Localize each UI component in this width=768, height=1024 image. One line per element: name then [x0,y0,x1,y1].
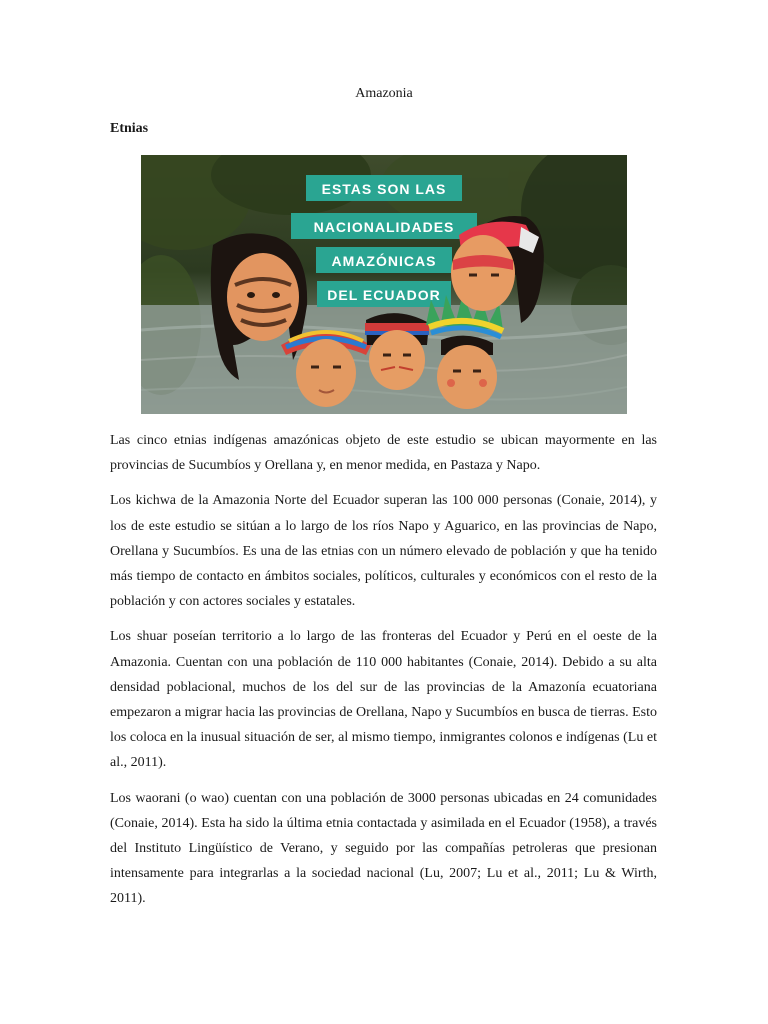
nationalities-banner-image [141,155,627,414]
title-line-3: AMAZÓNICAS [331,253,437,269]
title-line-1: ESTAS SON LAS [321,181,447,197]
paragraph-shuar: Los shuar poseían territorio a lo largo de las fronteras del Ecuador y Perú en el oeste de la Amazonia. Cuentan con una población de 110 000 habitantes (Conaie, 2014). Debido a su alta densidad poblacional, muchos de los del sur de las provincias de la Amazonía ecuatoriana empezaron a migrar hacia las provincias de Orellana, Napo y Sucumbíos en busca de tierras. Esto los coloca en la inusual situación de ser, al mismo tiempo, inmigrantes colonos e indígenas (Lu et al., 2011). [110,629,657,771]
paragraph-kichwa: Los kichwa de la Amazonia Norte del Ecuador superan las 100 000 personas (Conaie, 2014), y los de este estudio se sitúan a lo largo de los ríos Napo y Aguarico, en las provincias de Napo, Orellana y Sucumbíos. Es una de las etnias con un número elevado de población y que ha tenido más tiempo de contacto en ámbitos sociales, políticos, culturales y económicos con el resto de la población y con actores sociales y estatales. [110,493,657,610]
document-title: Amazonia [355,86,413,101]
body-text [110,428,657,922]
paragraph-waorani: Los waorani (o wao) cuentan con una población de 3000 personas ubicadas en 24 comunidades (Conaie, 2014). Esta ha sido la última etnia contactada y asimilada en el Ecuador (1958), a través del Instituto Lingüístico de Verano, y seguido por las compañías petroleras que presionan intensamente para integrarlas a la sociedad nacional (Lu, 2007; Lu et al., 2011; Lu & Wirth, 2011). [110,790,657,907]
paragraph-intro: Las cinco etnias indígenas amazónicas objeto de este estudio se ubican mayormente en las provincias de Sucumbíos y Orellana y, en menor medida, en Pastaza y Napo. [110,433,657,474]
section-heading: Etnias [110,121,149,136]
title-line-4: DEL ECUADOR [327,287,441,303]
title-line-2: NACIONALIDADES [313,219,455,235]
